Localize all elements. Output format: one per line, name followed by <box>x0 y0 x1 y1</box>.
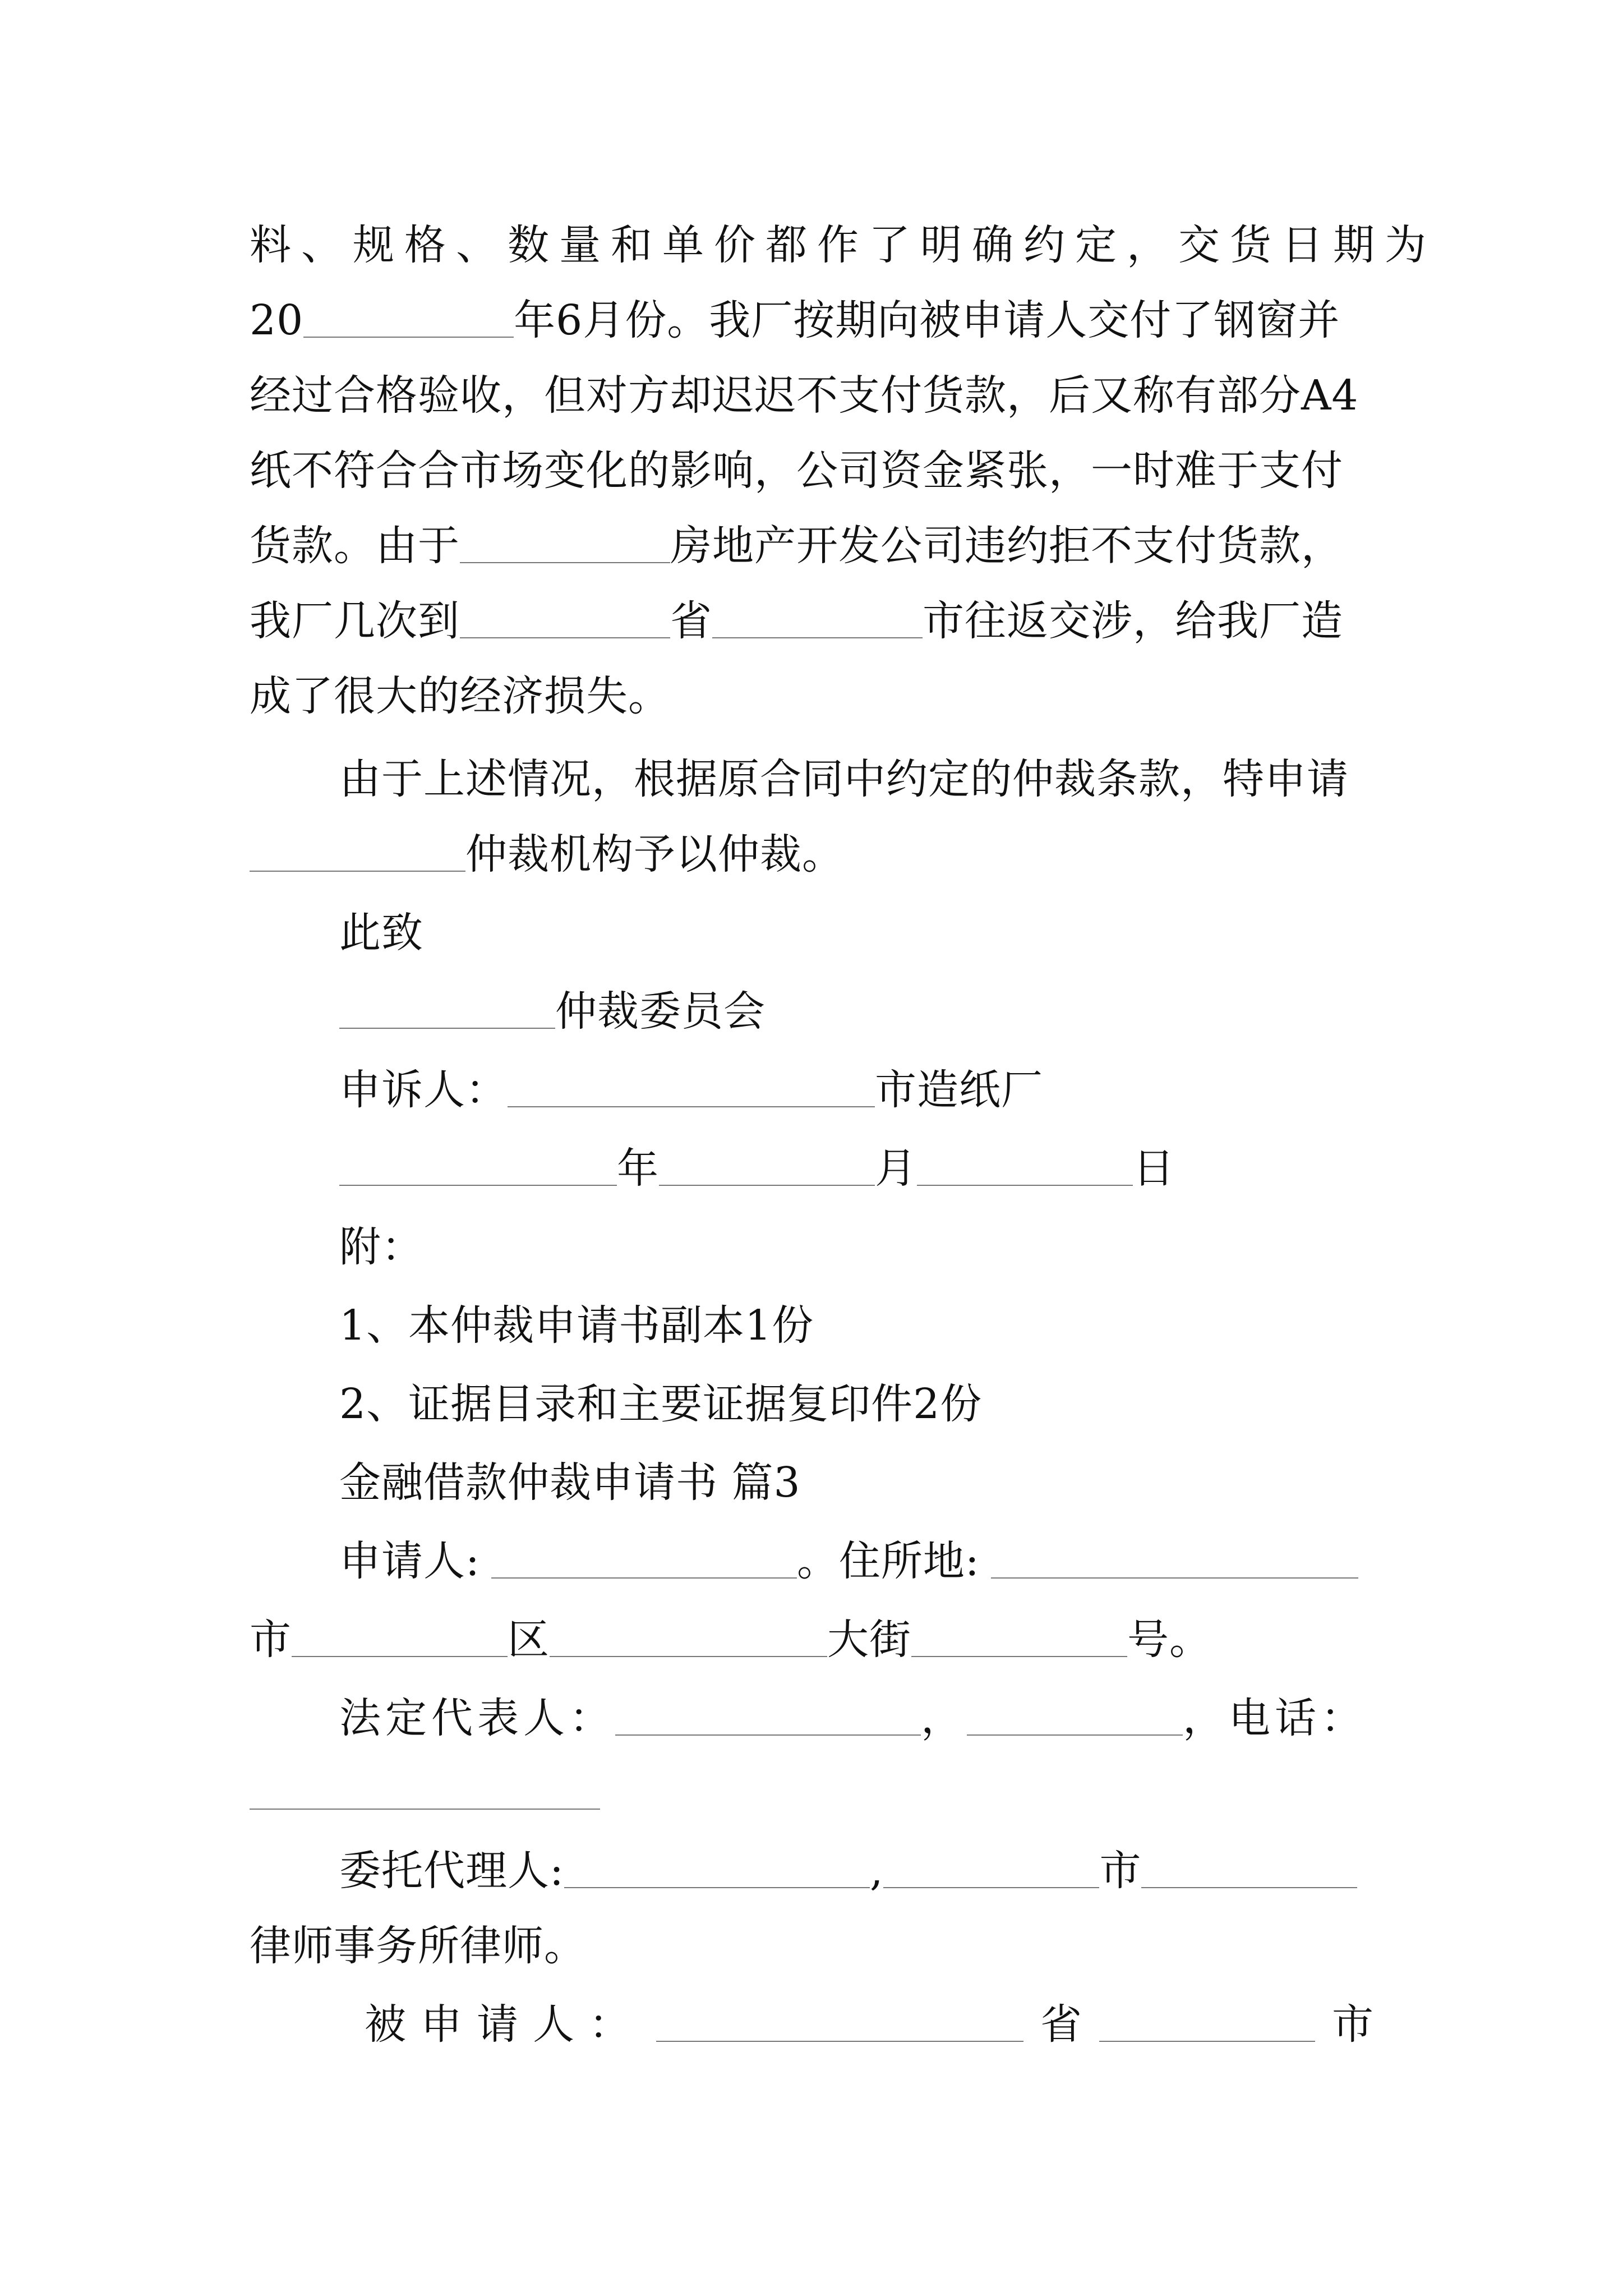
text: 市往返交涉，给我厂造 <box>923 597 1343 645</box>
fill-blank[interactable] <box>339 1148 617 1186</box>
signature-line <box>339 1065 1043 1115</box>
text: 仲裁委员会 <box>555 987 766 1036</box>
fill-blank[interactable] <box>656 2004 1023 2042</box>
text: 委托代理人: <box>339 1847 564 1895</box>
agent-line <box>339 1846 1357 1896</box>
fill-blank[interactable] <box>564 1850 870 1888</box>
date-line <box>339 1143 1175 1194</box>
text: 附： <box>339 1223 423 1271</box>
paragraph-line <box>250 220 1436 270</box>
attachment-item <box>339 1300 814 1351</box>
fill-blank[interactable] <box>303 300 514 338</box>
fill-blank[interactable] <box>250 834 465 872</box>
paragraph-line <box>250 370 1359 421</box>
attachment-heading <box>339 1222 423 1272</box>
applicant-line <box>339 1536 1358 1586</box>
fill-blank[interactable] <box>1141 1850 1357 1888</box>
text: , <box>869 1847 884 1895</box>
fill-blank[interactable] <box>991 1540 1358 1579</box>
fill-blank[interactable] <box>659 1148 875 1186</box>
fill-blank[interactable] <box>491 1540 797 1579</box>
fill-blank[interactable] <box>917 1148 1133 1186</box>
text: 申请人: <box>339 1537 480 1585</box>
text: 月 <box>875 1144 917 1193</box>
text: 由于上述情况，根据原合同中约定的仲裁条款，特申请 <box>339 755 1349 803</box>
text: 号。 <box>1127 1616 1211 1664</box>
text: 市造纸厂 <box>875 1066 1043 1114</box>
paragraph-line <box>250 829 844 880</box>
section-title <box>339 1457 801 1508</box>
text: 仲裁机构予以仲裁。 <box>465 830 844 878</box>
text: 纸不符合合市场变化的影响，公司资金紧张，一时难于支付 <box>250 447 1343 495</box>
text: 区 <box>508 1616 550 1664</box>
paragraph-line <box>250 671 670 721</box>
paragraph-line <box>250 596 1343 646</box>
paragraph-line <box>250 521 1343 571</box>
text: 市 <box>250 1616 292 1664</box>
recipient-line <box>339 986 766 1037</box>
address-line <box>250 1614 1211 1665</box>
text: 市 <box>1099 1847 1142 1895</box>
text: 料、规格、数量和单价都作了明确约定，交货日期为 <box>250 221 1436 269</box>
respondent-line <box>365 1999 1374 2050</box>
text: 法定代表人： <box>339 1694 615 1742</box>
text: 货款。由于 <box>250 522 460 570</box>
agent-line-continued <box>250 1921 586 1971</box>
representative-line <box>339 1693 1367 1743</box>
paragraph-line <box>250 295 1340 346</box>
fill-blank[interactable] <box>460 600 670 638</box>
fill-blank[interactable] <box>1099 2004 1315 2042</box>
fill-blank[interactable] <box>339 991 555 1029</box>
fill-blank[interactable] <box>460 525 670 563</box>
fill-blank[interactable] <box>712 600 923 638</box>
text: 成了很大的经济损失。 <box>250 672 670 720</box>
text: 我厂几次到 <box>250 597 460 645</box>
text: 日 <box>1133 1144 1175 1193</box>
paragraph-line <box>339 754 1349 804</box>
text: 20 <box>250 296 304 344</box>
text: 省 <box>670 597 712 645</box>
text: 年 <box>617 1144 659 1193</box>
text: 。住所地: <box>796 1537 980 1585</box>
text: ，电话： <box>1183 1694 1367 1742</box>
fill-blank[interactable] <box>508 1069 875 1107</box>
fill-blank[interactable] <box>615 1697 921 1736</box>
phone-blank-line <box>250 1767 600 1818</box>
text: 申诉人： <box>339 1066 508 1114</box>
fill-blank[interactable] <box>250 1772 600 1810</box>
text: 年6月份。我厂按期向被申请人交付了钢窗并 <box>514 296 1340 344</box>
text: 此致 <box>339 909 423 957</box>
text: 被申请人： <box>365 2000 645 2049</box>
salutation <box>339 908 423 958</box>
attachment-item <box>339 1379 982 1429</box>
fill-blank[interactable] <box>883 1850 1099 1888</box>
text: ， <box>921 1694 967 1742</box>
fill-blank[interactable] <box>967 1697 1183 1736</box>
fill-blank[interactable] <box>911 1619 1127 1657</box>
text: 房地产开发公司违约拒不支付货款， <box>670 522 1343 570</box>
paragraph-line <box>250 445 1343 496</box>
fill-blank[interactable] <box>550 1619 827 1657</box>
text: 市 <box>1332 2000 1374 2049</box>
text: 省 <box>1040 2000 1082 2049</box>
text: 大街 <box>827 1616 911 1664</box>
text: 经过合格验收，但对方却迟迟不支付货款，后又称有部分A4 <box>250 371 1359 420</box>
text: 1、本仲裁申请书副本1份 <box>339 1301 814 1350</box>
text: 2、证据目录和主要证据复印件2份 <box>339 1380 983 1428</box>
fill-blank[interactable] <box>292 1619 508 1657</box>
text: 金融借款仲裁申请书 篇3 <box>339 1458 801 1507</box>
text: 律师事务所律师。 <box>250 1922 586 1970</box>
